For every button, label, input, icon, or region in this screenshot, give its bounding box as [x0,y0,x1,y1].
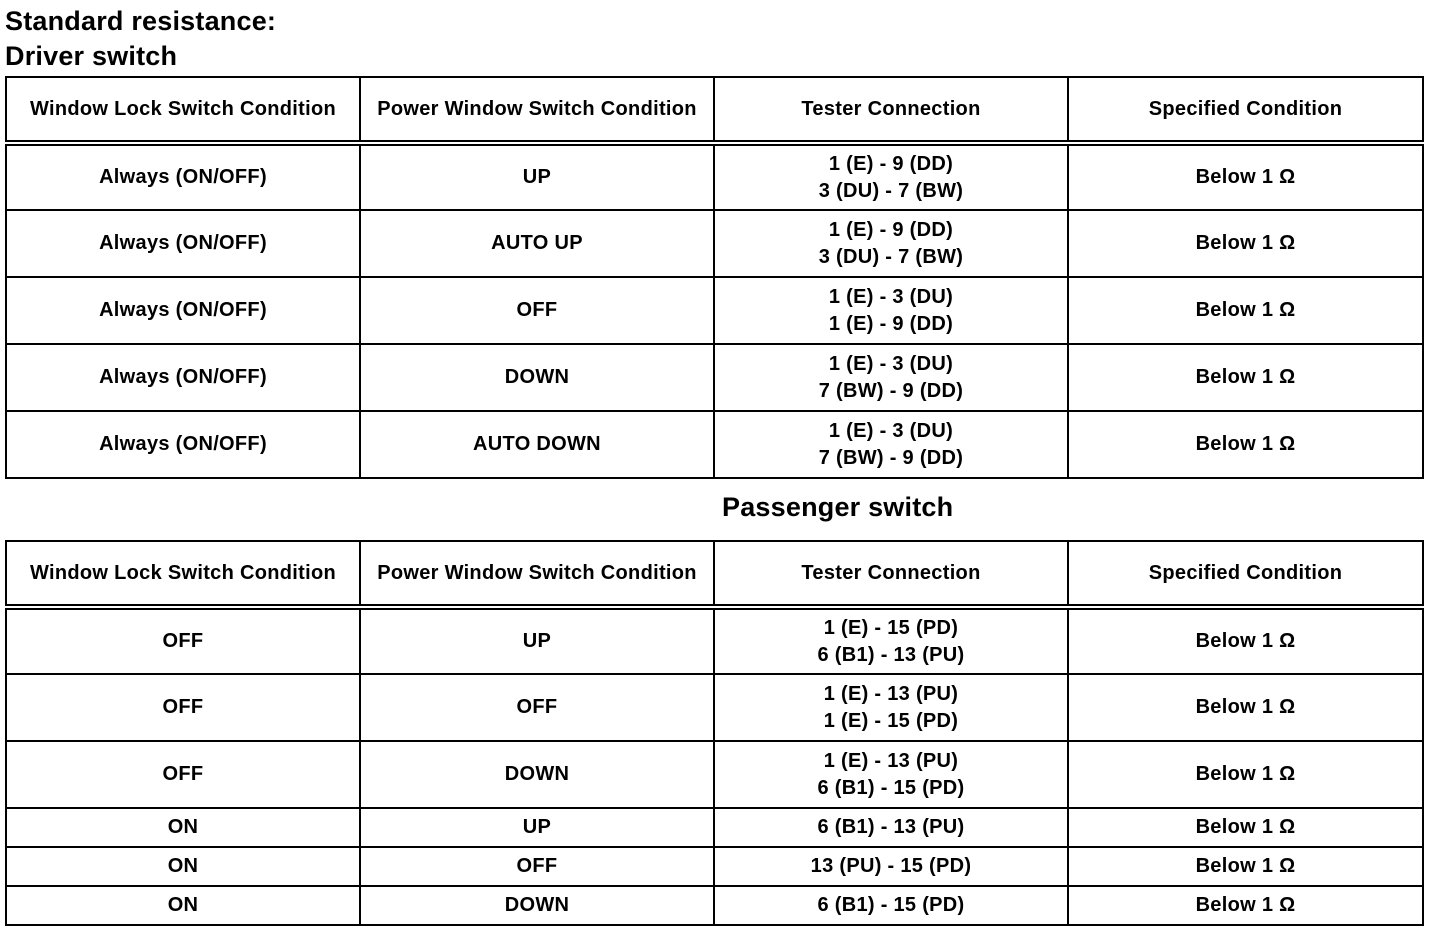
tester-connection-cell [714,210,1068,277]
table-row [6,143,1423,210]
specified-condition-cell: Below 1 Ω [1068,143,1423,210]
tester-connection-line: 1 (E) - 15 (PD) [823,616,959,639]
driver-switch-table [5,76,1424,479]
tester-connection-cell [714,847,1068,886]
tester-connection-line: 1 (E) - 3 (DU) [828,419,954,442]
tester-connection-line: 6 (B1) - 13 (PU) [817,643,965,666]
header-window-lock-switch-condition: Window Lock Switch Condition [6,541,360,607]
header-specified-condition: Specified Condition [1068,541,1423,607]
tester-connection-line: 13 (PU) - 15 (PD) [810,855,972,877]
specified-condition-cell: Below 1 Ω [1068,210,1423,277]
window-lock-condition-cell: Always (ON/OFF) [6,210,360,277]
window-lock-condition-cell: OFF [6,674,360,741]
table-row [6,411,1423,478]
tester-connection-line: 1 (E) - 9 (DD) [828,312,954,335]
passenger-table-body [6,607,1423,925]
tester-connection-line: 7 (BW) - 9 (DD) [818,446,964,469]
power-window-condition-cell: UP [360,808,714,847]
tester-connection-cell [714,741,1068,808]
window-lock-condition-cell: OFF [6,607,360,674]
window-lock-condition-cell: ON [6,886,360,925]
power-window-condition-cell: OFF [360,277,714,344]
window-lock-condition-cell: Always (ON/OFF) [6,344,360,411]
tester-connection-cell [714,277,1068,344]
table-row [6,277,1423,344]
header-power-window-switch-condition: Power Window Switch Condition [360,77,714,143]
tester-connection-line: 6 (B1) - 15 (PD) [817,776,965,799]
tester-connection-cell [714,808,1068,847]
table-header-row [6,541,1423,607]
tester-connection-line: 1 (E) - 15 (PD) [823,709,959,732]
tester-connection-line: 7 (BW) - 9 (DD) [818,379,964,402]
tester-connection-line: 1 (E) - 9 (DD) [828,152,954,175]
window-lock-condition-cell: OFF [6,741,360,808]
driver-switch-title: Driver switch [5,41,178,71]
tester-connection-line: 1 (E) - 3 (DU) [828,285,954,308]
table-row [6,210,1423,277]
specified-condition-cell: Below 1 Ω [1068,277,1423,344]
tester-connection-line: 3 (DU) - 7 (BW) [818,179,964,202]
header-specified-condition: Specified Condition [1068,77,1423,143]
window-lock-condition-cell: ON [6,808,360,847]
tester-connection-line: 1 (E) - 9 (DD) [828,218,954,241]
tester-connection-line: 1 (E) - 3 (DU) [828,352,954,375]
specified-condition-cell: Below 1 Ω [1068,847,1423,886]
tester-connection-cell [714,344,1068,411]
power-window-condition-cell: UP [360,143,714,210]
power-window-condition-cell: DOWN [360,741,714,808]
header-power-window-switch-condition: Power Window Switch Condition [360,541,714,607]
power-window-condition-cell: AUTO UP [360,210,714,277]
driver-table-body [6,143,1423,478]
standard-resistance-title: Standard resistance: [5,6,277,36]
specified-condition-cell: Below 1 Ω [1068,741,1423,808]
tester-connection-line: 1 (E) - 13 (PU) [823,749,959,772]
power-window-condition-cell: OFF [360,674,714,741]
specified-condition-cell: Below 1 Ω [1068,411,1423,478]
specified-condition-cell: Below 1 Ω [1068,886,1423,925]
table-row [6,808,1423,847]
tester-connection-cell [714,886,1068,925]
window-lock-condition-cell: Always (ON/OFF) [6,143,360,210]
specified-condition-cell: Below 1 Ω [1068,607,1423,674]
power-window-condition-cell: DOWN [360,886,714,925]
specified-condition-cell: Below 1 Ω [1068,344,1423,411]
header-tester-connection: Tester Connection [714,77,1068,143]
tester-connection-cell [714,143,1068,210]
power-window-condition-cell: DOWN [360,344,714,411]
window-lock-condition-cell: Always (ON/OFF) [6,277,360,344]
window-lock-condition-cell: ON [6,847,360,886]
tester-connection-line: 6 (B1) - 13 (PU) [817,816,965,838]
window-lock-condition-cell: Always (ON/OFF) [6,411,360,478]
power-window-condition-cell: UP [360,607,714,674]
tester-connection-cell [714,607,1068,674]
specified-condition-cell: Below 1 Ω [1068,674,1423,741]
tester-connection-cell [714,411,1068,478]
table-row [6,886,1423,925]
table-row [6,344,1423,411]
power-window-condition-cell: AUTO DOWN [360,411,714,478]
power-window-condition-cell: OFF [360,847,714,886]
table-row [6,674,1423,741]
table-header-row [6,77,1423,143]
tester-connection-line: 1 (E) - 13 (PU) [823,682,959,705]
tester-connection-line: 3 (DU) - 7 (BW) [818,245,964,268]
header-window-lock-switch-condition: Window Lock Switch Condition [6,77,360,143]
header-tester-connection: Tester Connection [714,541,1068,607]
table-row [6,847,1423,886]
tester-connection-cell [714,674,1068,741]
table-row [6,607,1423,674]
specified-condition-cell: Below 1 Ω [1068,808,1423,847]
tester-connection-line: 6 (B1) - 15 (PD) [817,894,965,916]
passenger-switch-title: Passenger switch [722,492,954,522]
passenger-switch-table [5,540,1424,926]
table-row [6,741,1423,808]
